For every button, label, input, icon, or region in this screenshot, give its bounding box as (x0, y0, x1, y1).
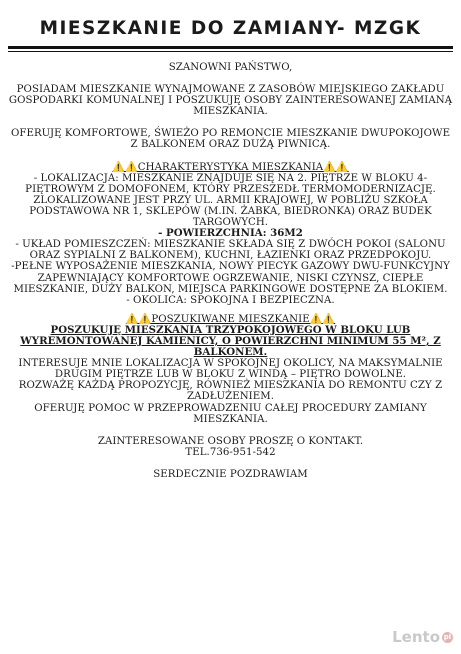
area-paragraph: - POWIERZCHNIA: 36M2 (158, 227, 303, 240)
offer-paragraph: OFERUJĘ KOMFORTOWE, ŚWIEŻO PO REMONCIE MIESZKANIE DWUPOKOJOWE Z BALKONEM ORAZ DUŻĄ PIWNICĄ. (10, 128, 451, 151)
watermark-badge-icon: pl (443, 633, 452, 641)
surroundings-paragraph: - OKOLICA: SPOKOJNA I BEZPIECZNA. (126, 294, 335, 306)
help-paragraph: OFERUJĘ POMOC W PRZEPROWADZENIU CAŁEJ PROCEDURY ZAMIANY MIESZKANIA. (34, 402, 427, 425)
rooms-paragraph: - UKŁAD POMIESZCZEŃ: MIESZKANIE SKŁADA SIĘ Z DWÓCH POKOI (SALONU ORAZ SYPIALNI Z BALKONEM), KUCHNI, ŁAZIENKI ORAZ PRZEDPOKOJU. (15, 239, 446, 262)
section-heading-wanted: ⚠️⚠️POSZUKIWANE MIESZKANIE⚠️⚠️ (125, 313, 336, 325)
closing-line: SERDECZNIE POZDRAWIAM (153, 468, 308, 480)
section-heading-characteristics: ⚠️⚠️CHARAKTERYSTYKA MIESZKANIA⚠️⚠️ (112, 161, 349, 173)
title-underline-thick (8, 46, 453, 49)
title-underline-thin (8, 51, 453, 52)
consider-paragraph: ROZWAŻĘ KAŻDĄ PROPOZYCJĘ, RÓWNIEŻ MIESZKANIA DO REMONTU CZY Z ZADŁUŻENIEM. (18, 380, 443, 403)
contact-invite: ZAINTERESOWANE OSOBY PROSZĘ O KONTAKT. (97, 435, 364, 447)
intro-paragraph: POSIADAM MIESZKANIE WYNAJMOWANE Z ZASOBÓW MIEJSKIEGO ZAKŁADU GOSPODARKI KOMUNALNEJ I POSZUKUJĘ OSOBY ZAINTERESOWANEJ ZAMIANĄ MIESZKANIA. (8, 84, 453, 118)
wanted-paragraph: POSZUKUJĘ MIESZKANIA TRZYPOKOJOWEGO W BLOKU LUB WYREMONTOWANEJ KAMIENICY, O POWIERZCHNI MINIMUM 55 M², Z BALKONEM. (20, 323, 441, 359)
document-body (8, 62, 453, 480)
lento-watermark (392, 628, 453, 646)
equipment-paragraph: -PEŁNE WYPOSAŻENIE MIESZKANIA, NOWY PIECYK GAZOWY DWU-FUNKCYJNY ZAPEWNIAJĄCY KOMFORTOWE OGRZEWANIE, NISKI CZYNSZ, CIEPŁE MIESZKANIE, DUŻY BALKON, MIEJSCA PARKINGOWE DOSTĘPNE ZA BLOKIEM. (11, 261, 450, 295)
page-title: MIESZKANIE DO ZAMIANY- MZGK (39, 18, 422, 39)
watermark-text: Lento (392, 628, 440, 646)
location-paragraph: - LOKALIZACJA: MIESZKANIE ZNAJDUJE SIĘ NA 2. PIĘTRZE W BLOKU 4-PIĘTROWYM Z DOMOFONEM, KTÓRY PRZESZEDŁ TERMOMODERNIZACJĘ. ZLOKALIZOWANE JEST PRZY UL. ARMII KRAJOWEJ, W POBLIŻU SZKOŁA PODSTAWOWA NR 1, SKLEPÓW (M.IN. ŻABKA, BIEDRONKA) ORAZ BUDEK TARGOWYCH. (25, 172, 436, 229)
interest-paragraph: INTERESUJE MNIE LOKALIZACJA W SPOKOJNEJ OKOLICY, NA MAKSYMALNIE DRUGIM PIĘTRZE LUB W BLOKU Z WINDĄ – PIĘTRO DOWOLNE. (18, 358, 443, 381)
greeting: SZANOWNI PAŃSTWO, (168, 62, 293, 73)
contact-phone: TEL.736-951-542 (185, 446, 276, 458)
